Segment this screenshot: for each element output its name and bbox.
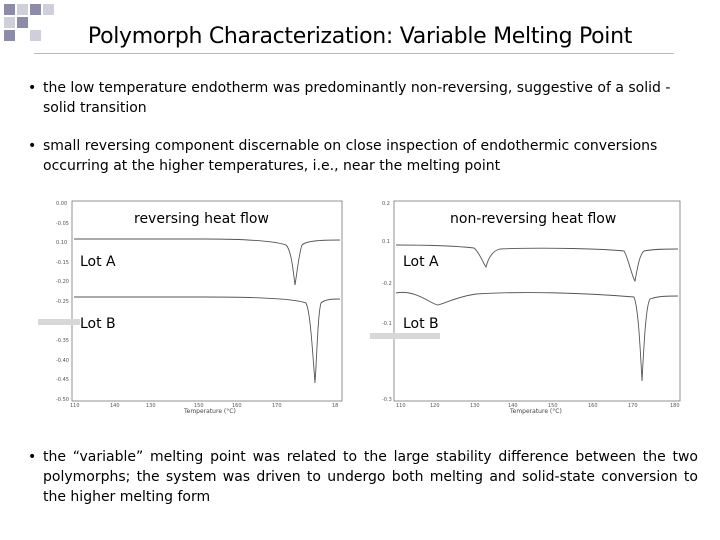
y-tick-label: -0.1 (382, 321, 392, 327)
left-plot-frame (72, 201, 342, 401)
x-tick-label: 110 (70, 403, 80, 409)
right-plot-frame (394, 201, 680, 401)
bullet-marker: • (28, 449, 37, 465)
bullet-marker: • (28, 80, 37, 96)
reversing-heat-flow-label: reversing heat flow (134, 211, 269, 227)
y-tick-label: -0.3 (382, 397, 392, 403)
y-tick-label: -0.25 (56, 299, 69, 305)
y-tick-label: -0.15 (56, 260, 69, 266)
instrument-stamp (38, 319, 80, 325)
right-x-axis-label: Temperature (°C) (510, 408, 562, 415)
non-reversing-heat-flow-label: non-reversing heat flow (450, 211, 617, 227)
y-tick-label: 0.00 (56, 201, 68, 207)
lot-a-label: Lot A (80, 254, 116, 270)
x-tick-label: 170 (628, 403, 638, 409)
y-tick-label: -0.05 (56, 221, 69, 227)
x-tick-label: 18 (332, 403, 339, 409)
x-tick-label: 160 (232, 403, 242, 409)
lot-a-label: Lot A (403, 254, 439, 270)
bullet-1 (28, 78, 698, 118)
x-tick-label: 150 (194, 403, 204, 409)
left-x-axis-label: Temperature (°C) (184, 408, 236, 415)
y-tick-label: -0.40 (56, 358, 69, 364)
slide-title: Polymorph Characterization: Variable Melting Point (87, 24, 633, 49)
y-tick-label: 0.2 (382, 201, 390, 207)
x-tick-label: 150 (548, 403, 558, 409)
x-tick-label: 110 (396, 403, 406, 409)
bullet-3-text: the “variable” melting point was related to the large stability difference between the two polymorphs; the system was driven to undergo both melting and solid-state conversion to the higher melting form (43, 449, 698, 505)
bullet-1-text: the low temperature endotherm was predominantly non-reversing, suggestive of a solid -solid transition (43, 80, 671, 116)
x-tick-label: 160 (588, 403, 598, 409)
bullet-2-text: small reversing component discernable on close inspection of endothermic conversions occurring at the higher temperatures, i.e., near the melting point (43, 138, 658, 174)
y-tick-label: -0.50 (56, 397, 69, 403)
x-tick-label: 140 (110, 403, 120, 409)
y-tick-label: -0.20 (56, 279, 69, 285)
bullet-3 (28, 447, 698, 509)
x-tick-label: 170 (272, 403, 282, 409)
reversing-heat-flow-chart (34, 193, 352, 415)
y-tick-label: -0.45 (56, 377, 69, 383)
y-tick-label: -0.35 (56, 338, 69, 344)
lot-b-label: Lot B (403, 316, 439, 332)
instrument-stamp (370, 333, 440, 339)
non-reversing-heat-flow-chart (366, 193, 688, 415)
x-tick-label: 180 (670, 403, 680, 409)
x-tick-label: 120 (430, 403, 440, 409)
y-tick-label: 0.10 (56, 240, 68, 246)
y-tick-label: -0.2 (382, 281, 392, 287)
x-tick-label: 130 (146, 403, 156, 409)
x-tick-label: 140 (508, 403, 518, 409)
lot-b-label: Lot B (80, 316, 116, 332)
left-y-ticks (56, 201, 69, 403)
y-tick-label: 0.1 (382, 239, 390, 245)
right-y-ticks (382, 201, 392, 403)
bullet-2 (28, 136, 698, 176)
x-tick-label: 130 (470, 403, 480, 409)
title-divider (34, 53, 674, 54)
bullet-marker: • (28, 138, 37, 154)
